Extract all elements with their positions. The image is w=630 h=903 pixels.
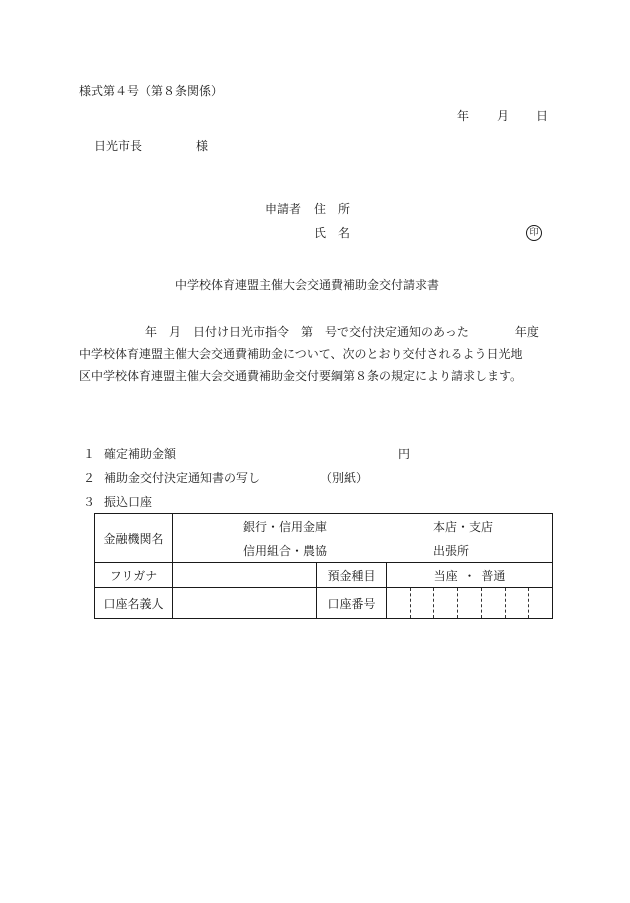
form-number: 様式第４号（第８条関係） <box>79 84 224 98</box>
body-line-3: 区中学校体育連盟主催大会交通費補助金交付要綱第８条の規定により請求します。 <box>79 369 523 383</box>
bank-account-table <box>94 513 553 619</box>
date-day-label: 日 <box>536 109 549 123</box>
date-year-label: 年 <box>457 109 470 123</box>
addressee-name: 日光市長 <box>94 139 143 153</box>
branch-types-1: 本店・支店 <box>433 519 494 534</box>
institution-value-cell[interactable] <box>173 514 553 563</box>
deposit-separator: ・ <box>463 568 476 583</box>
digit-box[interactable] <box>528 588 552 618</box>
furigana-value-cell[interactable] <box>173 563 317 588</box>
date-month-label: 月 <box>497 109 510 123</box>
seal-icon: 印 <box>526 225 542 241</box>
bank-types-2: 信用組合・農協 <box>243 543 328 558</box>
bank-types-1: 銀行・信用金庫 <box>243 519 328 534</box>
body-line-1-text: 年 月 日付け日光市指令 第 号で交付決定通知のあった <box>145 325 469 339</box>
deposit-type-value-cell[interactable] <box>387 563 553 588</box>
digit-box[interactable] <box>387 588 410 618</box>
deposit-ordinary: 当座 <box>433 568 458 583</box>
table-row-holder <box>95 588 553 619</box>
holder-label: 口座名義人 <box>103 596 164 611</box>
digit-box[interactable] <box>433 588 457 618</box>
document-title: 中学校体育連盟主催大会交通費補助金交付請求書 <box>175 278 440 292</box>
account-number-value-cell[interactable] <box>387 588 553 619</box>
branch-types-2: 出張所 <box>433 543 470 558</box>
name-label: 氏 名 <box>314 226 351 240</box>
bank-row-2 <box>173 538 552 562</box>
institution-label-cell <box>95 514 173 563</box>
digit-box[interactable] <box>457 588 481 618</box>
account-number-digit-boxes <box>387 588 552 618</box>
item-3-label: 振込口座 <box>104 495 153 509</box>
bank-row-1 <box>173 514 552 538</box>
body-paragraph <box>79 321 559 387</box>
item-2-number: ２ <box>83 471 96 485</box>
furigana-label: フリガナ <box>109 568 158 583</box>
table-row-institution <box>95 514 553 563</box>
institution-label: 金融機関名 <box>103 531 164 546</box>
table-row-furigana <box>95 563 553 588</box>
body-line-1-year: 年度 <box>514 325 539 339</box>
item-2-suffix: （別紙） <box>320 471 369 485</box>
seal-mark <box>526 225 542 241</box>
item-1-label: 確定補助金額 <box>104 447 177 461</box>
digit-box[interactable] <box>410 588 434 618</box>
account-number-label: 口座番号 <box>327 596 376 611</box>
digit-box[interactable] <box>481 588 505 618</box>
address-label: 住 所 <box>314 202 351 216</box>
item-1-suffix: 円 <box>398 447 411 461</box>
deposit-type-label-cell <box>317 563 387 588</box>
holder-value-cell[interactable] <box>173 588 317 619</box>
deposit-savings: 普通 <box>481 568 506 583</box>
deposit-type-label: 預金種目 <box>327 568 376 583</box>
account-number-label-cell <box>317 588 387 619</box>
body-line-2: 中学校体育連盟主催大会交通費補助金について、次のとおり交付されるよう日光地 <box>79 347 523 361</box>
applicant-label: 申請者 <box>265 202 302 216</box>
holder-label-cell <box>95 588 173 619</box>
item-2-label: 補助金交付決定通知書の写し <box>104 471 261 485</box>
item-3-number: ３ <box>83 495 96 509</box>
digit-box[interactable] <box>505 588 529 618</box>
item-1-number: １ <box>83 447 96 461</box>
addressee-honorific: 様 <box>196 139 209 153</box>
furigana-label-cell <box>95 563 173 588</box>
body-line-1 <box>79 321 559 343</box>
